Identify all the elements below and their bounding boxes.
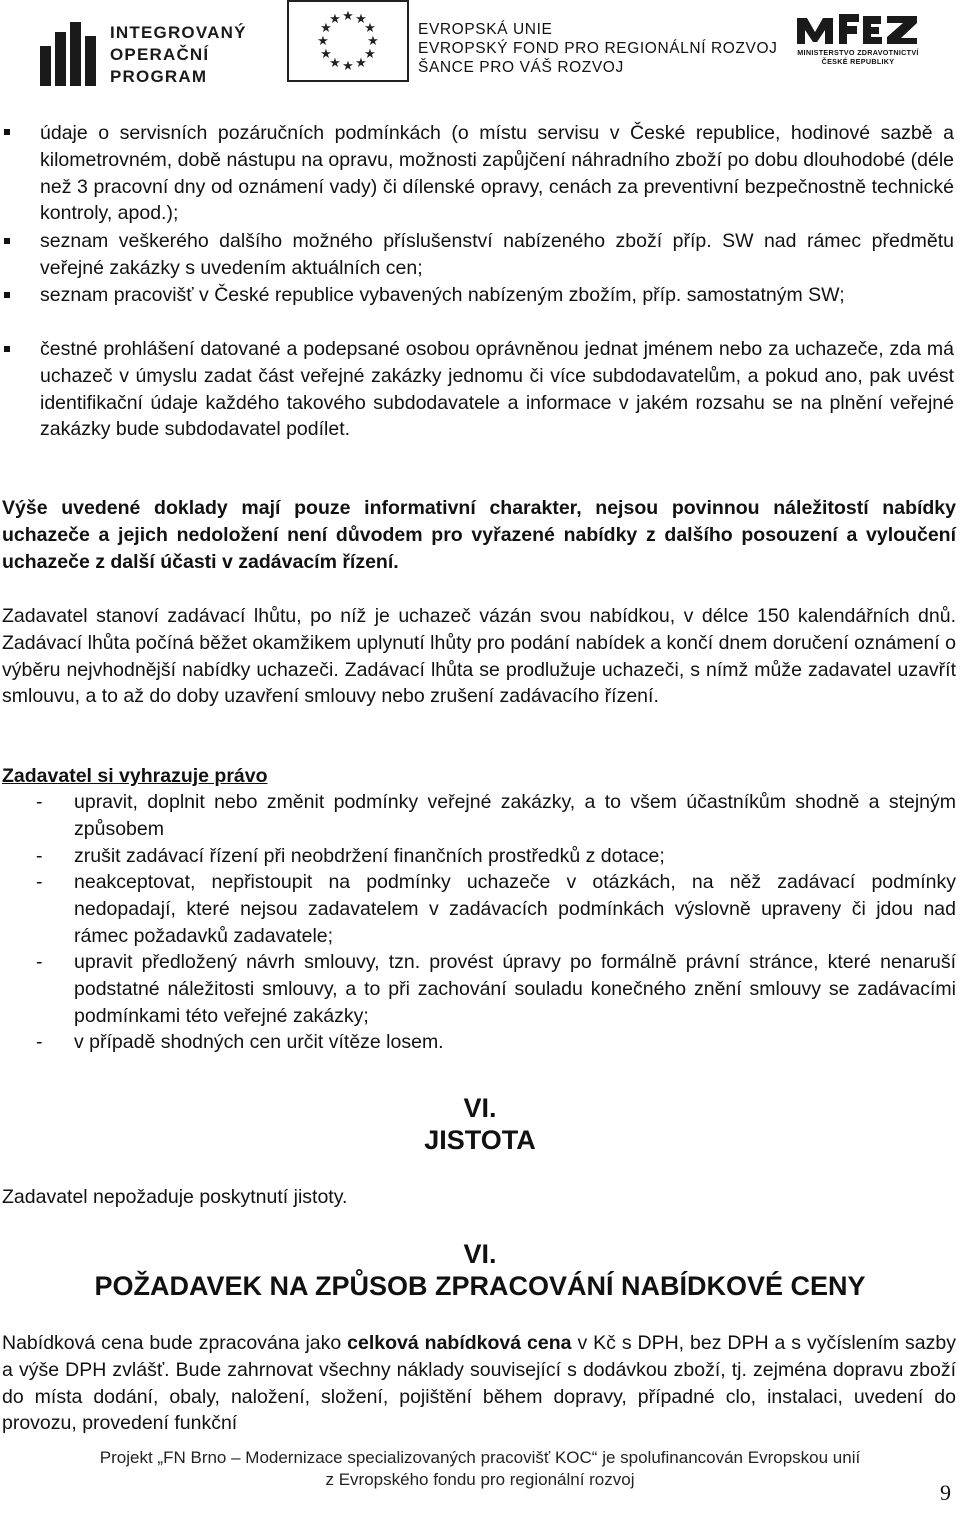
ministry-line-2: ČESKÉ REPUBLIKY bbox=[821, 57, 895, 66]
rights-item: zrušit zadávací řízení při neobdržení finančních prostředků z dotace; bbox=[74, 845, 665, 867]
svg-text:★: ★ bbox=[342, 9, 354, 24]
lhuta-paragraph: Zadavatel stanoví zadávací lhůtu, po níž je uchazeč vázán svou nabídkou, v délce 150 kalendářních dnů. Zadávací lhůta počíná běžet okamžikem uplynutí lhůty pro podání nabídek a končí dnem doručení oznámení o výběru nejvhodnější nabídky uchazeči. Zadávací lhůta se prodlužuje uchazeči, s nímž může zadavatel uzavřít smlouvu, a to až do doby uzavření smlouvy nebo zrušení zadávacího řízení. bbox=[2, 605, 956, 708]
bullet-item: údaje o servisních pozáručních podmínkách (o místu servisu v České republice, hodinové sazbě a kilometrovném, době nástupu na opravu, možnosti zapůjčení náhradního zboží po dobu dlouhodobé (déle než 3 pracovní dny od oznámení vady) či dílenské opravy, cenách za preventivní bezpečnostně technické kontroly, apod.); bbox=[40, 122, 954, 225]
dash-marker: - bbox=[36, 871, 43, 893]
section-title: JISTOTA bbox=[424, 1125, 536, 1155]
bullet-marker bbox=[4, 346, 10, 352]
footer-line-1: Projekt „FN Brno – Modernizace specializovaných pracovišť KOC“ je spolufinancován Evropskou unií bbox=[99, 1448, 861, 1467]
svg-text:★: ★ bbox=[320, 47, 332, 62]
svg-text:★: ★ bbox=[317, 34, 329, 49]
svg-text:★: ★ bbox=[367, 34, 379, 49]
svg-text:★: ★ bbox=[364, 21, 376, 36]
cena-paragraph bbox=[2, 1330, 956, 1437]
section-title: POŽADAVEK NA ZPŮSOB ZPRACOVÁNÍ NABÍDKOVÉ CENY bbox=[94, 1271, 866, 1301]
eu-line-1: EVROPSKÁ UNIE bbox=[418, 21, 553, 38]
rights-item: upravit předložený návrh smlouvy, tzn. provést úpravy po formálně právní stránce, které nenaruší podstatné náležitosti smlouvy, a to při zachování souladu konečného znění smlouvy se zadávacími podmínkami této veřejné zakázky; bbox=[74, 951, 956, 1027]
page-number: 9 bbox=[940, 1480, 951, 1505]
footer-line-2: z Evropského fondu pro regionální rozvoj bbox=[325, 1470, 635, 1489]
eu-line-3: ŠANCE PRO VÁŠ ROZVOJ bbox=[418, 59, 624, 76]
bullet-item: čestné prohlášení datované a podepsané osobou oprávněnou jednat jménem nebo za uchazeče, zda má uchazeč v úmyslu zadat část veřejné zakázky jednomu či více subdodavatelům, a pokud ano, pak uvést identifikační údaje každého takového subdodavatele a informace v jakém rozsahu se na plnění veřejné zakázky bude subdodavatel podílet. bbox=[40, 338, 954, 441]
bold-notice-paragraph: Výše uvedené doklady mají pouze informativní charakter, nejsou povinnou náležitostí nabídky uchazeče a jejich nedoložení není důvodem pro vyřazené nabídky z dalšího posouzení a vyloučení uchazeče z další účasti v zadávacím řízení. bbox=[2, 497, 956, 573]
dash-marker: - bbox=[36, 951, 43, 973]
section-number: VI. bbox=[463, 1239, 497, 1269]
bullet-marker bbox=[4, 129, 10, 135]
cena-text-after: v Kč s DPH, bez DPH a s vyčíslením sazby a výše DPH zvlášť. Bude zahrnovat všechny náklady související s dodávkou zboží, tj. zejména dopravu zboží do místa dodání, obaly, naložení, složení, pojištění během dopravy, případné clo, instalaci, uvedení do provozu, provedení funkční bbox=[2, 1332, 956, 1435]
rights-item: upravit, doplnit nebo změnit podmínky veřejné zakázky, a to všem účastníkům shodně a stejným způsobem bbox=[74, 791, 956, 840]
ministry-logo-icon bbox=[797, 12, 919, 46]
svg-text:★: ★ bbox=[329, 56, 341, 71]
eu-line-2: EVROPSKÝ FOND PRO REGIONÁLNÍ ROZVOJ bbox=[418, 40, 778, 57]
bullet-item: seznam pracovišť v České republice vybavených nabízeným zbožím, příp. samostatným SW; bbox=[40, 284, 845, 306]
svg-text:★: ★ bbox=[364, 47, 376, 62]
iop-line-3: PROGRAM bbox=[110, 67, 208, 86]
iop-logo-icon bbox=[40, 22, 96, 86]
dash-marker: - bbox=[36, 1031, 43, 1053]
section-number: VI. bbox=[463, 1093, 497, 1123]
bullet-marker bbox=[4, 292, 10, 298]
cena-text-before: Nabídková cena bude zpracována jako bbox=[2, 1332, 348, 1354]
svg-text:★: ★ bbox=[342, 59, 354, 74]
svg-text:★: ★ bbox=[320, 21, 332, 36]
dash-marker: - bbox=[36, 791, 43, 813]
rights-item: v případě shodných cen určit vítěze losem. bbox=[74, 1031, 444, 1053]
svg-text:★: ★ bbox=[329, 12, 341, 27]
cena-text-bold: celková nabídková cena bbox=[347, 1332, 572, 1354]
bullet-marker bbox=[4, 238, 10, 244]
rights-heading: Zadavatel si vyhrazuje právo bbox=[2, 765, 268, 787]
svg-text:★: ★ bbox=[355, 56, 367, 71]
ministry-logo bbox=[793, 12, 923, 72]
iop-line-2: OPERAČNÍ bbox=[110, 45, 210, 64]
eu-text-block bbox=[418, 20, 777, 77]
rights-item: neakceptovat, nepřistoupit na podmínky uchazeče v otázkách, na něž zadávací podmínky nedopadají, které nejsou zadavatelem v zadávacích podmínkách výslovně upraveny či jdou nad rámec požadavků zadavatele; bbox=[74, 871, 956, 947]
ministry-line-1: MINISTERSTVO ZDRAVOTNICTVÍ bbox=[797, 48, 919, 57]
svg-text:★: ★ bbox=[355, 12, 367, 27]
eu-flag-icon bbox=[287, 0, 409, 82]
iop-logo bbox=[40, 8, 270, 86]
jistota-text: Zadavatel nepožaduje poskytnutí jistoty. bbox=[2, 1186, 348, 1208]
bullet-item: seznam veškerého dalšího možného příslušenství nabízeného zboží příp. SW nad rámec předmětu veřejné zakázky s uvedením aktuálních cen; bbox=[40, 230, 954, 279]
dash-marker: - bbox=[36, 845, 43, 867]
iop-line-1: INTEGROVANÝ bbox=[110, 23, 247, 42]
